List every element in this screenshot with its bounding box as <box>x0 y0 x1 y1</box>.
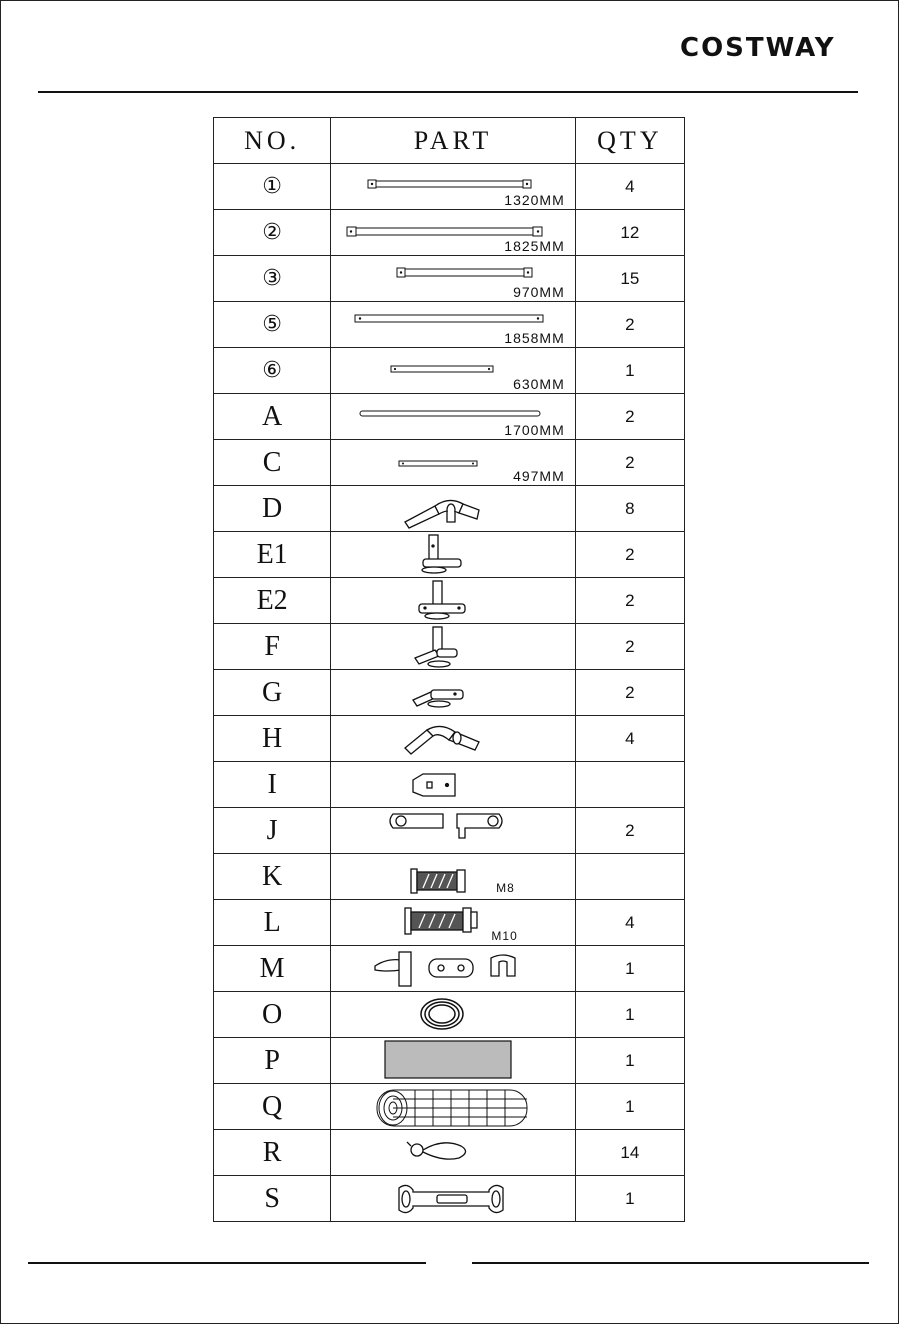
cross-joint-icon <box>331 578 575 623</box>
footer-rule-right <box>472 1262 869 1264</box>
clamp-icon <box>331 946 575 991</box>
part-image <box>331 578 576 624</box>
tee-joint-icon <box>331 532 575 577</box>
part-qty: 1 <box>575 946 684 992</box>
part-number: M <box>214 946 331 992</box>
part-qty: 4 <box>575 716 684 762</box>
part-qty: 12 <box>575 210 684 256</box>
clamp-icon <box>331 808 575 853</box>
table-row <box>214 256 685 302</box>
part-image <box>331 256 576 302</box>
table-row <box>214 1176 685 1222</box>
part-dimension: 970MM <box>513 284 565 300</box>
part-qty: 4 <box>575 164 684 210</box>
part-qty <box>575 762 684 808</box>
table-row <box>214 808 685 854</box>
table-row <box>214 854 685 900</box>
pad-icon <box>331 1038 575 1083</box>
part-number: J <box>214 808 331 854</box>
table-header-row <box>214 118 685 164</box>
table-row <box>214 946 685 992</box>
part-image <box>331 716 576 762</box>
part-qty: 4 <box>575 900 684 946</box>
part-dimension: 1858MM <box>504 330 565 346</box>
part-qty: 15 <box>575 256 684 302</box>
table-row <box>214 992 685 1038</box>
part-number: L <box>214 900 331 946</box>
part-image <box>331 854 576 900</box>
part-number: G <box>214 670 331 716</box>
part-image <box>331 1084 576 1130</box>
wrench-icon <box>331 1176 575 1221</box>
part-qty: 1 <box>575 992 684 1038</box>
table-row <box>214 624 685 670</box>
table-row <box>214 578 685 624</box>
part-number: E2 <box>214 578 331 624</box>
part-number: S <box>214 1176 331 1222</box>
tee-joint-icon <box>331 670 575 715</box>
header-rule <box>38 91 858 93</box>
part-image <box>331 946 576 992</box>
part-image <box>331 348 576 394</box>
part-number: K <box>214 854 331 900</box>
elbow-joint-icon <box>331 486 575 531</box>
part-qty: 2 <box>575 578 684 624</box>
part-image <box>331 624 576 670</box>
part-image <box>331 1176 576 1222</box>
part-qty: 2 <box>575 532 684 578</box>
elbow-joint-icon <box>331 716 575 761</box>
bolt-icon <box>331 854 575 899</box>
part-qty: 2 <box>575 440 684 486</box>
header-part: PART <box>331 118 576 164</box>
part-number: O <box>214 992 331 1038</box>
part-qty: 1 <box>575 1176 684 1222</box>
part-image <box>331 302 576 348</box>
part-number: H <box>214 716 331 762</box>
part-qty: 1 <box>575 348 684 394</box>
part-dimension: 630MM <box>513 376 565 392</box>
part-qty: 8 <box>575 486 684 532</box>
table-row <box>214 532 685 578</box>
table-row <box>214 1038 685 1084</box>
table-row <box>214 1084 685 1130</box>
table-row <box>214 1130 685 1176</box>
part-dimension: 1320MM <box>504 192 565 208</box>
table-row <box>214 164 685 210</box>
table-row <box>214 670 685 716</box>
cord-icon <box>331 1130 575 1175</box>
part-number: Q <box>214 1084 331 1130</box>
tee-joint-icon <box>331 624 575 669</box>
header-qty: QTY <box>575 118 684 164</box>
part-image <box>331 762 576 808</box>
part-qty: 2 <box>575 302 684 348</box>
part-number: E1 <box>214 532 331 578</box>
table-row <box>214 394 685 440</box>
part-dimension: 1825MM <box>504 238 565 254</box>
brand-logo: COSTWAY <box>680 33 836 63</box>
part-number: I <box>214 762 331 808</box>
part-image <box>331 164 576 210</box>
footer-rule-left <box>28 1262 426 1264</box>
part-dimension: 497MM <box>513 468 565 484</box>
bracket-icon <box>331 762 575 807</box>
part-number: P <box>214 1038 331 1084</box>
net-icon <box>331 1084 575 1129</box>
table-row <box>214 900 685 946</box>
part-number: ② <box>214 210 331 256</box>
bolt-icon <box>331 900 575 945</box>
part-number: A <box>214 394 331 440</box>
part-qty: 2 <box>575 624 684 670</box>
part-qty: 2 <box>575 394 684 440</box>
part-image <box>331 394 576 440</box>
parts-table <box>213 117 685 1222</box>
part-number: F <box>214 624 331 670</box>
table-row <box>214 302 685 348</box>
table-row <box>214 348 685 394</box>
part-image <box>331 992 576 1038</box>
part-number: R <box>214 1130 331 1176</box>
part-number: ⑤ <box>214 302 331 348</box>
table-row <box>214 716 685 762</box>
part-qty: 2 <box>575 808 684 854</box>
part-image <box>331 1038 576 1084</box>
ring-icon <box>331 992 575 1037</box>
part-qty: 2 <box>575 670 684 716</box>
part-image <box>331 900 576 946</box>
part-image <box>331 486 576 532</box>
part-number: C <box>214 440 331 486</box>
part-image <box>331 210 576 256</box>
part-image <box>331 532 576 578</box>
part-image <box>331 808 576 854</box>
header-no: NO. <box>214 118 331 164</box>
part-number: D <box>214 486 331 532</box>
part-qty: 1 <box>575 1038 684 1084</box>
bolt-size: M10 <box>491 929 518 943</box>
part-qty: 1 <box>575 1084 684 1130</box>
part-number: ⑥ <box>214 348 331 394</box>
part-number: ① <box>214 164 331 210</box>
part-dimension: 1700MM <box>504 422 565 438</box>
part-qty: 14 <box>575 1130 684 1176</box>
table-row <box>214 486 685 532</box>
table-row <box>214 762 685 808</box>
bolt-size: M8 <box>496 881 515 895</box>
part-number: ③ <box>214 256 331 302</box>
part-qty <box>575 854 684 900</box>
part-image <box>331 1130 576 1176</box>
table-row <box>214 210 685 256</box>
table-row <box>214 440 685 486</box>
part-image <box>331 440 576 486</box>
part-image <box>331 670 576 716</box>
